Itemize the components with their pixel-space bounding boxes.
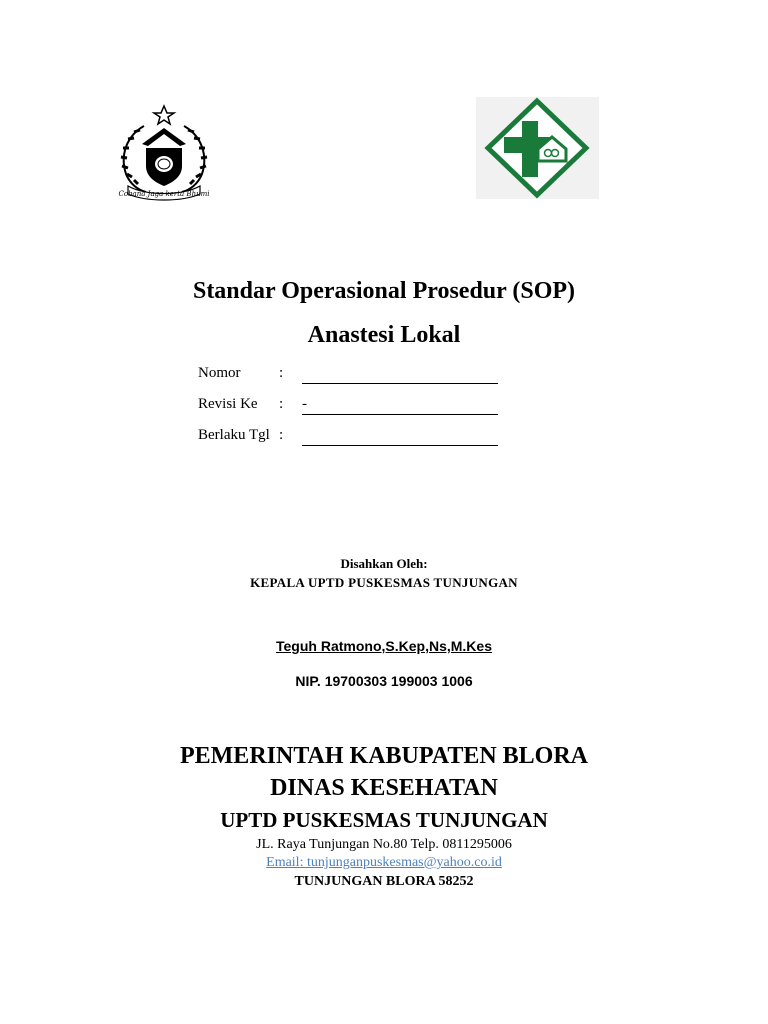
field-value: - [302,396,498,415]
footer-email-link[interactable]: Email: tunjunganpuskesmas@yahoo.co.id [266,855,502,870]
field-label: Nomor [198,365,241,381]
regency-emblem-logo [116,104,212,204]
field-colon: : [279,427,284,443]
svg-text:Cobana Jaga kerta Bhumi: Cobana Jaga kerta Bhumi [118,190,210,198]
field-colon: : [279,396,284,412]
field-value [302,427,498,446]
field-colon: : [279,365,284,381]
regency-emblem-icon [116,104,212,204]
field-value [302,365,498,384]
approver-name: Teguh Ratmono,S.Kep,Ns,M.Kes [276,638,492,654]
footer-government: PEMERINTAH KABUPATEN BLORA [179,743,589,769]
puskesmas-logo [476,97,599,199]
footer-city: TUNJUNGAN BLORA 58252 [294,874,474,889]
approval-heading: Disahkan Oleh: [340,556,428,571]
footer-address: JL. Raya Tunjungan No.80 Telp. 0811295006 [256,837,512,852]
puskesmas-green-cross-icon [476,97,599,199]
document-subtitle: Anastesi Lokal [307,322,461,348]
footer-institution: UPTD PUSKESMAS TUNJUNGAN [220,808,548,832]
document-title: Standar Operasional Prosedur (SOP) [192,278,576,304]
footer-department: DINAS KESEHATAN [270,775,498,801]
approver-nip: NIP. 19700303 199003 1006 [295,673,473,689]
field-label: Berlaku Tgl [198,427,270,443]
field-label: Revisi Ke [198,396,258,412]
approval-position: KEPALA UPTD PUSKESMAS TUNJUNGAN [250,575,518,590]
